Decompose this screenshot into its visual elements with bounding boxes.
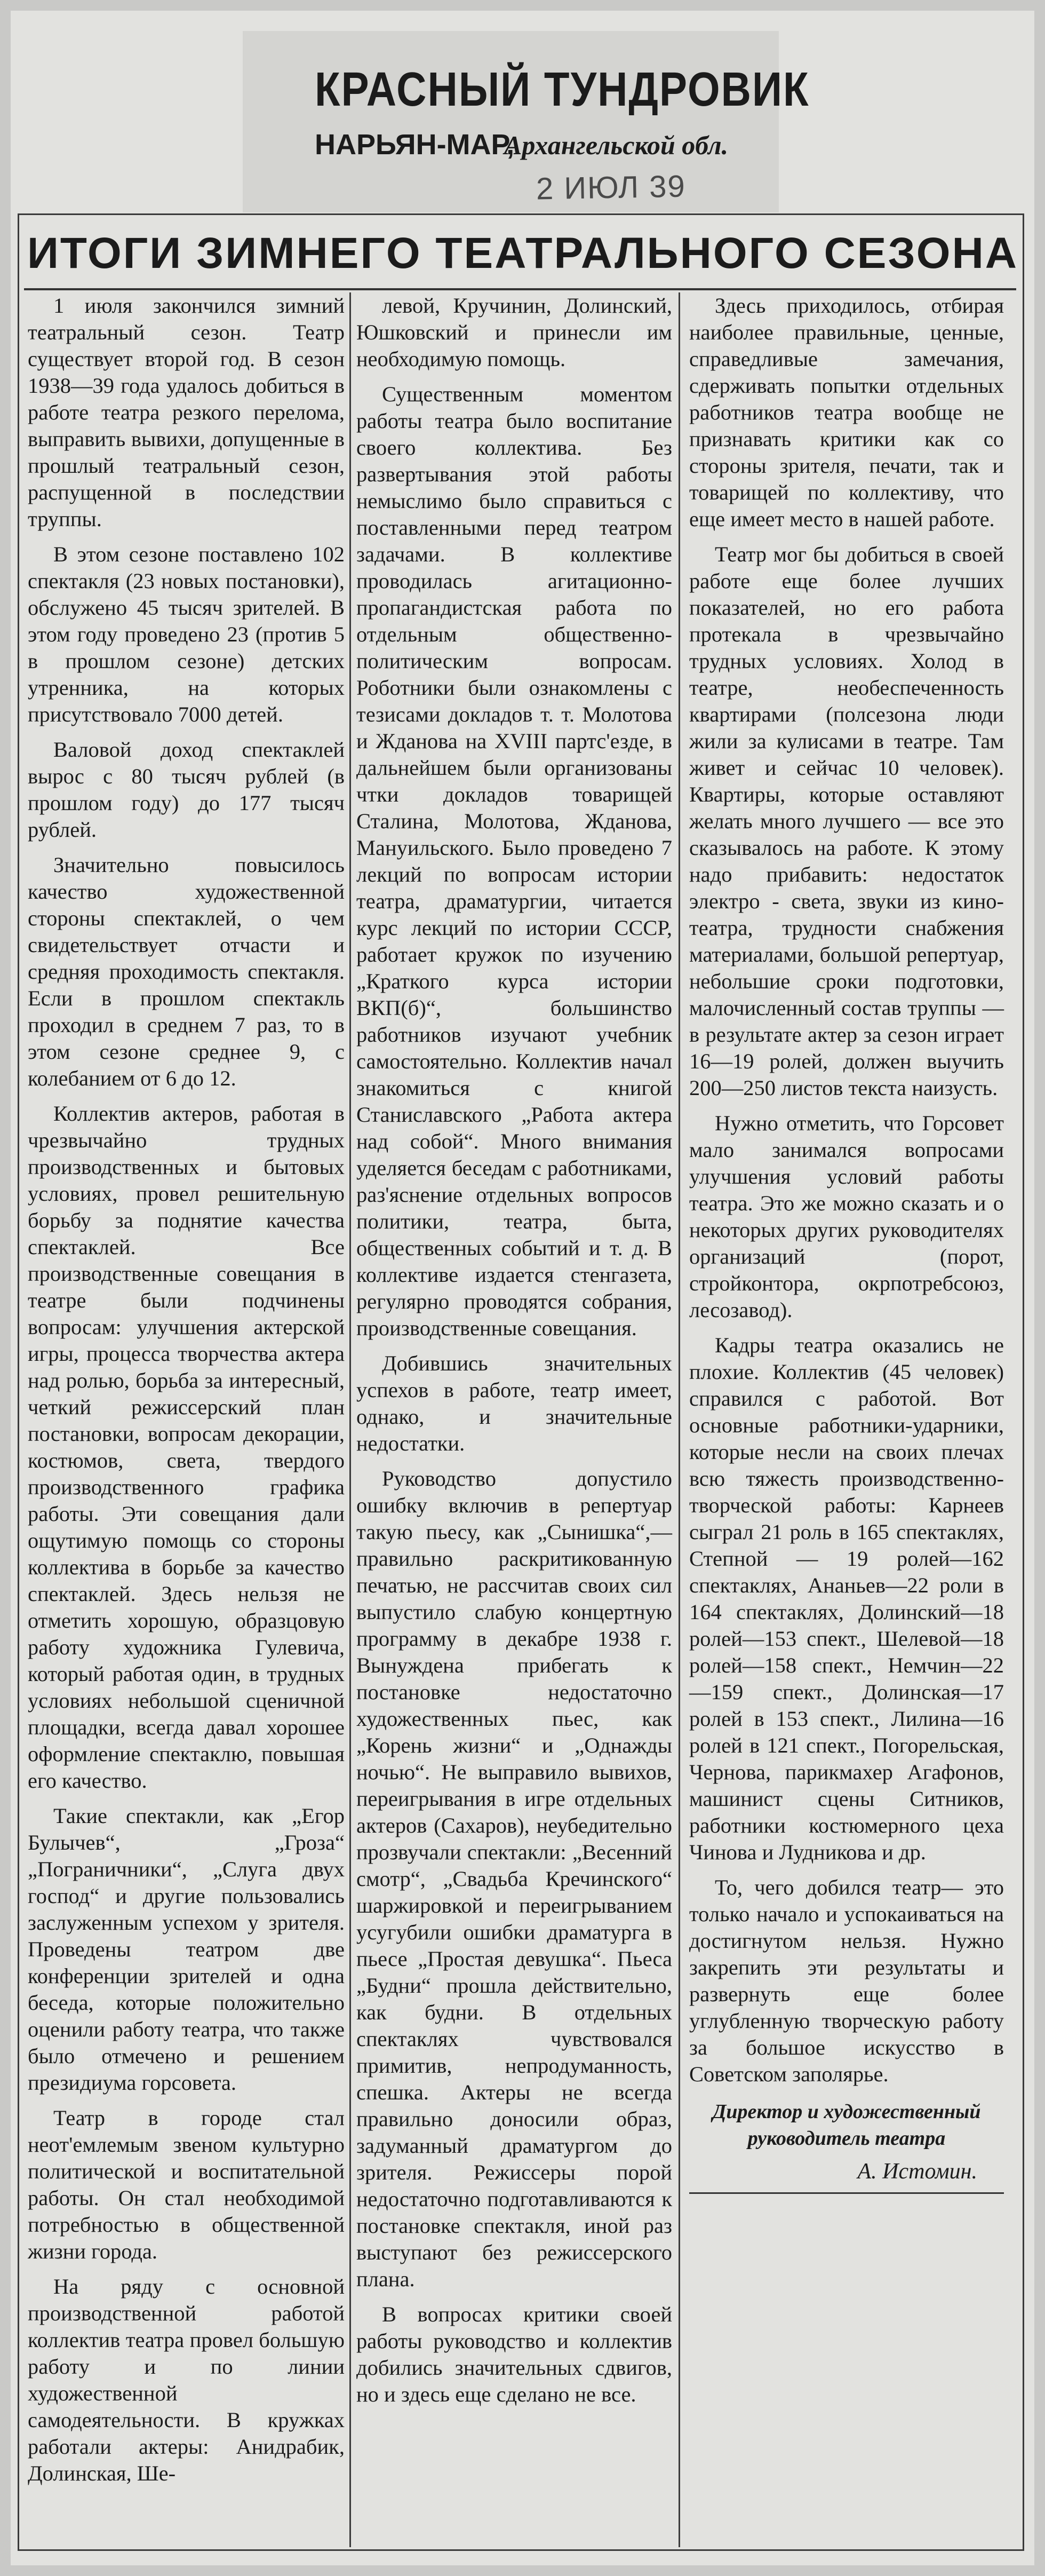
paragraph: Руководство допустило ошибку включив в репертуар такую пьесу, как „Сынишка“,—правильно раскритикованную печатью, не рассчитав своих сил выпустило слабую концертную программу в декабре 1938 г. Вынуждена прибегать к постановке недостаточно художественных пьес, как „Корень жизни“ и „Однажды ночью“. Не выправило вывихов, переигрывания в игре отдельных актеров (Сахаров), неубедительно прозвучали спектакли: „Весенний смотр“, „Свадьба Кречинского“ шаржировкой и переигрыванием усугубили ошибки драматурга в пьесе „Простая девушка“. Пьеса „Будни“ прошла действительно, как будни. В отдельных спектаклях чувствовался примитив, непродуманность, спешка. Актеры не всегда правильно доносили образ, задуманный драматургом до зрителя. Режиссеры порой недостаточно подготавливаются к постановке спектакля, иной раз выступают без режиссерского плана. — [356, 1467, 672, 2291]
paragraph: В этом сезоне поставлено 102 спектакля (23 новых постановки), обслужено 45 тысяч зрителей. В этом году проведено 23 (против 5 в прошлом сезоне) детских утренника, на которых присутствовало 7000 детей. — [28, 542, 345, 726]
article-column-3-body — [689, 292, 1004, 2088]
newspaper-title: КРАСНЫЙ ТУНДРОВИК — [315, 62, 810, 116]
paragraph: Коллектив актеров, работая в чрезвычайно трудных производственных и бытовых условиях, провел решительную борьбу за поднятие качества спектаклей. Все производственные совещания в театре были подчинены вопросам: улучшения актерской игры, процесса творчества актера над ролью, борьба за интересный, четкий режиссерский план постановки, вопросам декорации, костюмов, света, твердого производственного графика работы. Эти совещания дали ощутимую помощь со стороны коллектива в борьбе за качество спектаклей. Здесь нельзя не отметить хорошую, образцовую работу художника Гулевича, который работая один, в трудных условиях небольшой сценичной площадки, всегда давал хорошее оформление спектаклю, повышая его качество. — [28, 1101, 345, 1793]
paragraph: В вопросах критики своей работы руководство и коллектив добились значительных сдвигов, но и здесь еще сделано не все. — [356, 2302, 672, 2406]
newspaper-region: Архангельской обл. — [504, 130, 729, 160]
article-column-1 — [28, 292, 345, 2495]
paragraph: Театр мог бы добиться в своей работе еще более лучших показателей, но его работа протекала в чрезвычайно трудных условиях. Холод в театре, необеспеченность квартирами (полсезона люди жили за кулисами в театре. Там живет и сейчас 10 человек). Квартиры, которые оставляют желать много лучшего — все это сказывалось на работе. К этому надо прибавить: недостаток электро - света, звуки из кино-театра, трудности снабжения материалами, большой репертуар, небольшие сроки подготовки, малочисленный состав труппы — в результате актер за сезон играет 16—19 ролей, должен выучить 200—250 листов текста наизусть. — [689, 542, 1004, 1100]
paragraph: Театр в городе стал неот'емлемым звеном культурно политической и воспитательной работы. Он стал необходимой потребностью в общественной жизни города. — [28, 2106, 345, 2263]
column-divider — [349, 292, 351, 2547]
article-column-3 — [689, 292, 1004, 2194]
paragraph: 1 июля закончился зимний театральный сезон. Театр существует второй год. В сезон 1938—39 года удалось добиться в работе театра резкого перелома, выправить вывихи, допущенные в прошлый театральный сезон, распущенной в последствии труппы. — [28, 294, 345, 531]
headline-rule — [24, 288, 1016, 290]
paragraph: левой, Кручинин, Долинский, Юшковский и принесли им необходимую помощь. — [356, 294, 672, 371]
paragraph: Валовой доход спектаклей вырос с 80 тысяч рублей (в прошлом году) до 177 тысяч рублей. — [28, 738, 345, 842]
paragraph: Существенным моментом работы театра было воспитание своего коллектива. Без развертывания этой работы немыслимо было справиться с поставленными перед театром задачами. В коллективе проводилась агитационно-пропагандистская работа по отдельным общественно-политическим вопросам. Роботники были ознакомлены с тезисами докладов т. т. Молотова и Жданова на XVIII партс'езде, в дальнейшем были организованы чтки докладов товарищей Сталина, Молотова, Жданова, Мануильского. Было проведено 7 лекций по вопросам истории театра, драматургии, читается курс лекций по истории СССР, работает кружок по изучению „Краткого курса истории ВКП(б)“, большинство работников изучают учебник самостоятельно. Коллектив начал знакомиться с книгой Станиславского „Работа актера над собой“. Много внимания уделяется беседам с работниками, раз'яснение отдельных вопросов политики, театра, быта, общественных событий и т. д. В коллективе издается стенгазета, регулярно проводятся собрания, производственные совещания. — [356, 382, 672, 1340]
signature-rule — [689, 2192, 1004, 2194]
signature-name: А. Истомин. — [857, 2159, 977, 2184]
masthead-area — [243, 31, 779, 212]
paragraph: Такие спектакли, как „Егор Булычев“, „Гроза“ „Пограничники“, „Слуга двух господ“ и другие пользовались заслуженным успехом у зрителя. Проведены театром две конференции зрителей и одна беседа, которые положительно оценили работу театра, что также было отмечено и решением президиума горсовета. — [28, 1804, 345, 2095]
column-divider — [679, 292, 680, 2547]
paragraph: Значительно повысилось качество художественной стороны спектаклей, о чем свидетельствует отчасти и средняя проходимость спектакля. Если в прошлом спектакль проходил в среднем 7 раз, то в этом сезоне среднее 9, с колебанием от 6 до 12. — [28, 853, 345, 1090]
date-stamp: 2 ИЮЛ 39 — [536, 169, 687, 207]
article-column-2 — [356, 292, 672, 2416]
paragraph: Нужно отметить, что Горсовет мало занимался вопросами улучшения условий работы театра. Это же можно сказать и о некоторых других руководителях организаций (порот, стройконтора, окрпотребсоюз, лесозавод). — [689, 1111, 1004, 1322]
paragraph: Здесь приходилось, отбирая наиболее правильные, ценные, справедливые замечания, сдерживать попытки отдельных работников театра вообще не признавать критики как со стороны зрителя, печати, так и товарищей по коллективу, что еще имеет место в нашей работе. — [689, 294, 1004, 531]
paragraph: Кадры театра оказались не плохие. Коллектив (45 человек) справился с работой. Вот основные работники-ударники, которые несли на своих плечах всю тяжесть производственно-творческой работы: Карнеев сыграл 21 роль в 165 спектаклях, Степной — 19 ролей—162 спектаклях, Ананьев—22 роли в 164 спектаклях, Долинский—18 ролей—153 спект., Шелевой—18 ролей—158 спект., Немчин—22—159 спект., Долинская—17 ролей в 153 спект., Лилина—16 ролей в 121 спект., Погорельская, Чернова, парикмахер Агафонов, машинист сцены Ситников, работники костюмерного цеха Чинова и Лудникова и др. — [689, 1333, 1004, 1864]
paragraph: То, чего добился театр— это только начало и успокаиваться на достигнутом нельзя. Нужно закрепить эти результаты и развернуть еще более углубленную творческую работу за большое искусство в Советском заполярье. — [689, 1875, 1004, 2086]
paragraph: На ряду с основной производственной работой коллектив театра провел большую работу и по линии художественной самодеятельности. В кружках работали актеры: Анидрабик, Долинская, Ше- — [28, 2274, 345, 2485]
paragraph: Добившись значительных успехов в работе, театр имеет, однако, и значительные недостатки. — [356, 1351, 672, 1455]
signature-role: Директор и художественный руководитель театра — [712, 2101, 981, 2150]
newspaper-city: НАРЬЯН-МАР, — [315, 129, 515, 161]
article-headline: ИТОГИ ЗИМНЕГО ТЕАТРАЛЬНОГО СЕЗОНА — [27, 229, 1019, 278]
